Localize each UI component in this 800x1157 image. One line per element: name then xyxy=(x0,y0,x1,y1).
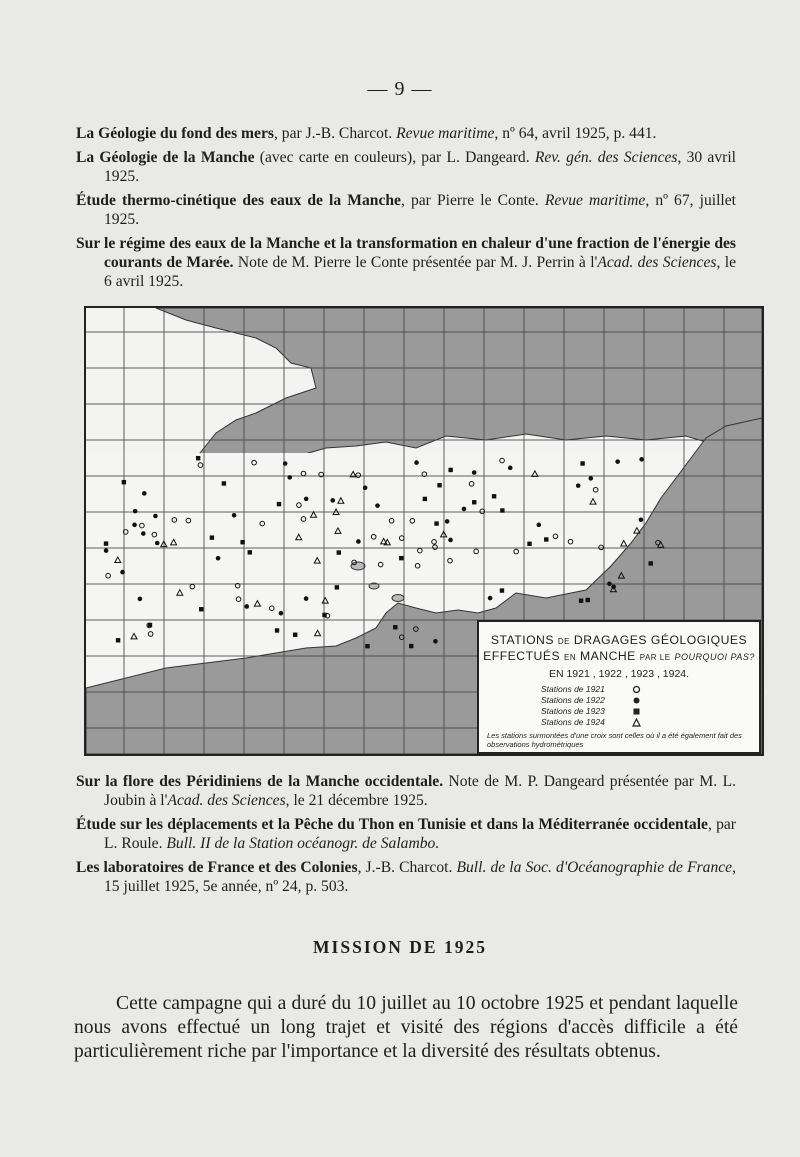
station-marker xyxy=(133,509,138,514)
station-marker xyxy=(423,497,427,501)
filled-circle-icon xyxy=(629,696,643,705)
station-marker xyxy=(536,523,541,528)
station-marker xyxy=(199,607,203,611)
legend-row-1923: Stations de 1923 xyxy=(541,706,759,717)
station-marker xyxy=(579,598,583,602)
station-marker xyxy=(462,507,467,512)
station-marker xyxy=(639,517,644,522)
reference-item: Sur le régime des eaux de la Manche et la transformation en chaleur d'une fraction de l'énergie des courants de Marée. Note de M. Pierre le Conte présentée par M. J. Perrin à l'Acad. des Sciences, le 6 avril 1925. xyxy=(76,235,736,290)
legend-row-1921: Stations de 1921 xyxy=(541,684,759,695)
station-marker xyxy=(244,604,249,609)
station-marker xyxy=(580,461,584,465)
station-marker xyxy=(414,460,419,465)
station-marker xyxy=(132,523,137,528)
station-marker xyxy=(500,588,504,592)
station-marker xyxy=(433,639,438,644)
body-paragraph: Cette campagne qui a duré du 10 juillet au 10 octobre 1925 et pendant laquelle nous avons effectué un long trajet et visité des régions d'accès difficile a été particulièrement riche par l'importance et la diversité des résultats obtenus. xyxy=(74,992,738,1063)
station-marker xyxy=(122,480,126,484)
station-marker xyxy=(445,519,450,524)
station-marker xyxy=(488,596,493,601)
station-marker xyxy=(399,556,403,560)
legend-note: Les stations surmontées d'une croix sont celles où il a été également fait des observations hydrométriques xyxy=(487,731,742,749)
section-title: MISSION DE 1925 xyxy=(313,937,487,957)
station-marker xyxy=(393,625,397,629)
station-marker xyxy=(275,628,279,632)
legend-row-1924: Stations de 1924 xyxy=(541,717,759,728)
bibliography-bottom xyxy=(76,772,736,901)
island xyxy=(392,595,404,602)
page-number: — 9 — xyxy=(367,78,433,100)
station-marker xyxy=(138,597,143,602)
map-legend xyxy=(477,620,761,754)
station-marker xyxy=(448,538,453,543)
station-marker xyxy=(576,483,581,488)
map-figure xyxy=(84,306,764,756)
legend-rows xyxy=(541,684,759,728)
station-marker xyxy=(330,498,335,503)
station-marker xyxy=(322,613,326,617)
station-marker xyxy=(240,540,244,544)
station-marker xyxy=(337,550,341,554)
station-marker xyxy=(104,548,109,553)
station-marker xyxy=(588,476,593,481)
station-marker xyxy=(287,475,292,480)
station-marker xyxy=(607,581,612,586)
station-marker xyxy=(492,494,496,498)
reference-item: La Géologie du fond des mers, par J.-B. Charcot. Revue maritime, nº 64, avril 1925, p. 441. xyxy=(76,125,657,142)
station-marker xyxy=(104,541,108,545)
filled-square-icon xyxy=(629,707,643,716)
bibliography-top xyxy=(76,124,736,296)
station-marker xyxy=(639,457,644,462)
station-marker xyxy=(283,461,288,466)
station-marker xyxy=(437,483,441,487)
station-marker xyxy=(409,644,413,648)
station-marker xyxy=(141,531,146,536)
station-marker xyxy=(210,535,214,539)
station-marker xyxy=(544,537,548,541)
station-marker xyxy=(375,503,380,508)
legend-title: STATIONS DE DRAGAGES GÉOLOGIQUES EFFECTUÉS EN MANCHE PAR LE POURQUOI PAS? xyxy=(483,633,755,663)
reference-item: Étude sur les déplacements et la Pêche du Thon en Tunisie et dans la Méditerranée occidentale, par L. Roule. Bull. II de la Station océanogr. de Salambo. xyxy=(76,816,737,852)
station-marker xyxy=(508,466,513,471)
station-marker xyxy=(155,541,160,546)
station-marker xyxy=(335,585,339,589)
station-marker xyxy=(293,633,297,637)
island xyxy=(351,562,365,570)
reference-item: Sur la flore des Péridiniens de la Manche occidentale. Note de M. P. Dangeard présentée par M. L. Joubin à l'Acad. des Sciences, le 21 décembre 1925. xyxy=(76,773,736,809)
station-marker xyxy=(363,485,368,490)
station-marker xyxy=(153,514,158,519)
station-marker xyxy=(615,459,620,464)
station-marker xyxy=(527,542,531,546)
station-marker xyxy=(142,491,147,496)
station-marker xyxy=(434,521,438,525)
station-marker xyxy=(304,497,309,502)
reference-item: Étude thermo-cinétique des eaux de la Manche, par Pierre le Conte. Revue maritime, nº 67, juillet 1925. xyxy=(76,192,737,228)
reference-item: Les laboratoires de France et des Colonies, J.-B. Charcot. Bull. de la Soc. d'Océanographie de France, 15 juillet 1925, 5e année, nº 24, p. 503. xyxy=(76,859,736,895)
station-marker xyxy=(116,638,120,642)
station-marker xyxy=(365,644,369,648)
station-marker xyxy=(304,596,309,601)
station-marker xyxy=(248,550,252,554)
station-marker xyxy=(472,500,476,504)
station-marker xyxy=(586,598,590,602)
triangle-icon xyxy=(629,718,643,727)
station-marker xyxy=(500,508,504,512)
station-marker xyxy=(277,502,281,506)
legend-years: EN 1921 , 1922 , 1923 , 1924. xyxy=(548,668,690,680)
open-circle-icon xyxy=(629,685,643,694)
station-marker xyxy=(356,539,361,544)
station-marker xyxy=(649,561,653,565)
station-marker xyxy=(472,470,477,475)
station-marker xyxy=(196,456,200,460)
station-marker xyxy=(222,481,226,485)
station-marker xyxy=(216,556,221,561)
station-marker xyxy=(448,468,452,472)
station-marker xyxy=(120,570,125,575)
reference-item: La Géologie de la Manche (avec carte en couleurs), par L. Dangeard. Rev. gén. des Sciences, 30 avril 1925. xyxy=(76,149,736,185)
station-marker xyxy=(232,513,237,518)
station-marker xyxy=(279,611,284,616)
legend-row-1922: Stations de 1922 xyxy=(541,695,759,706)
